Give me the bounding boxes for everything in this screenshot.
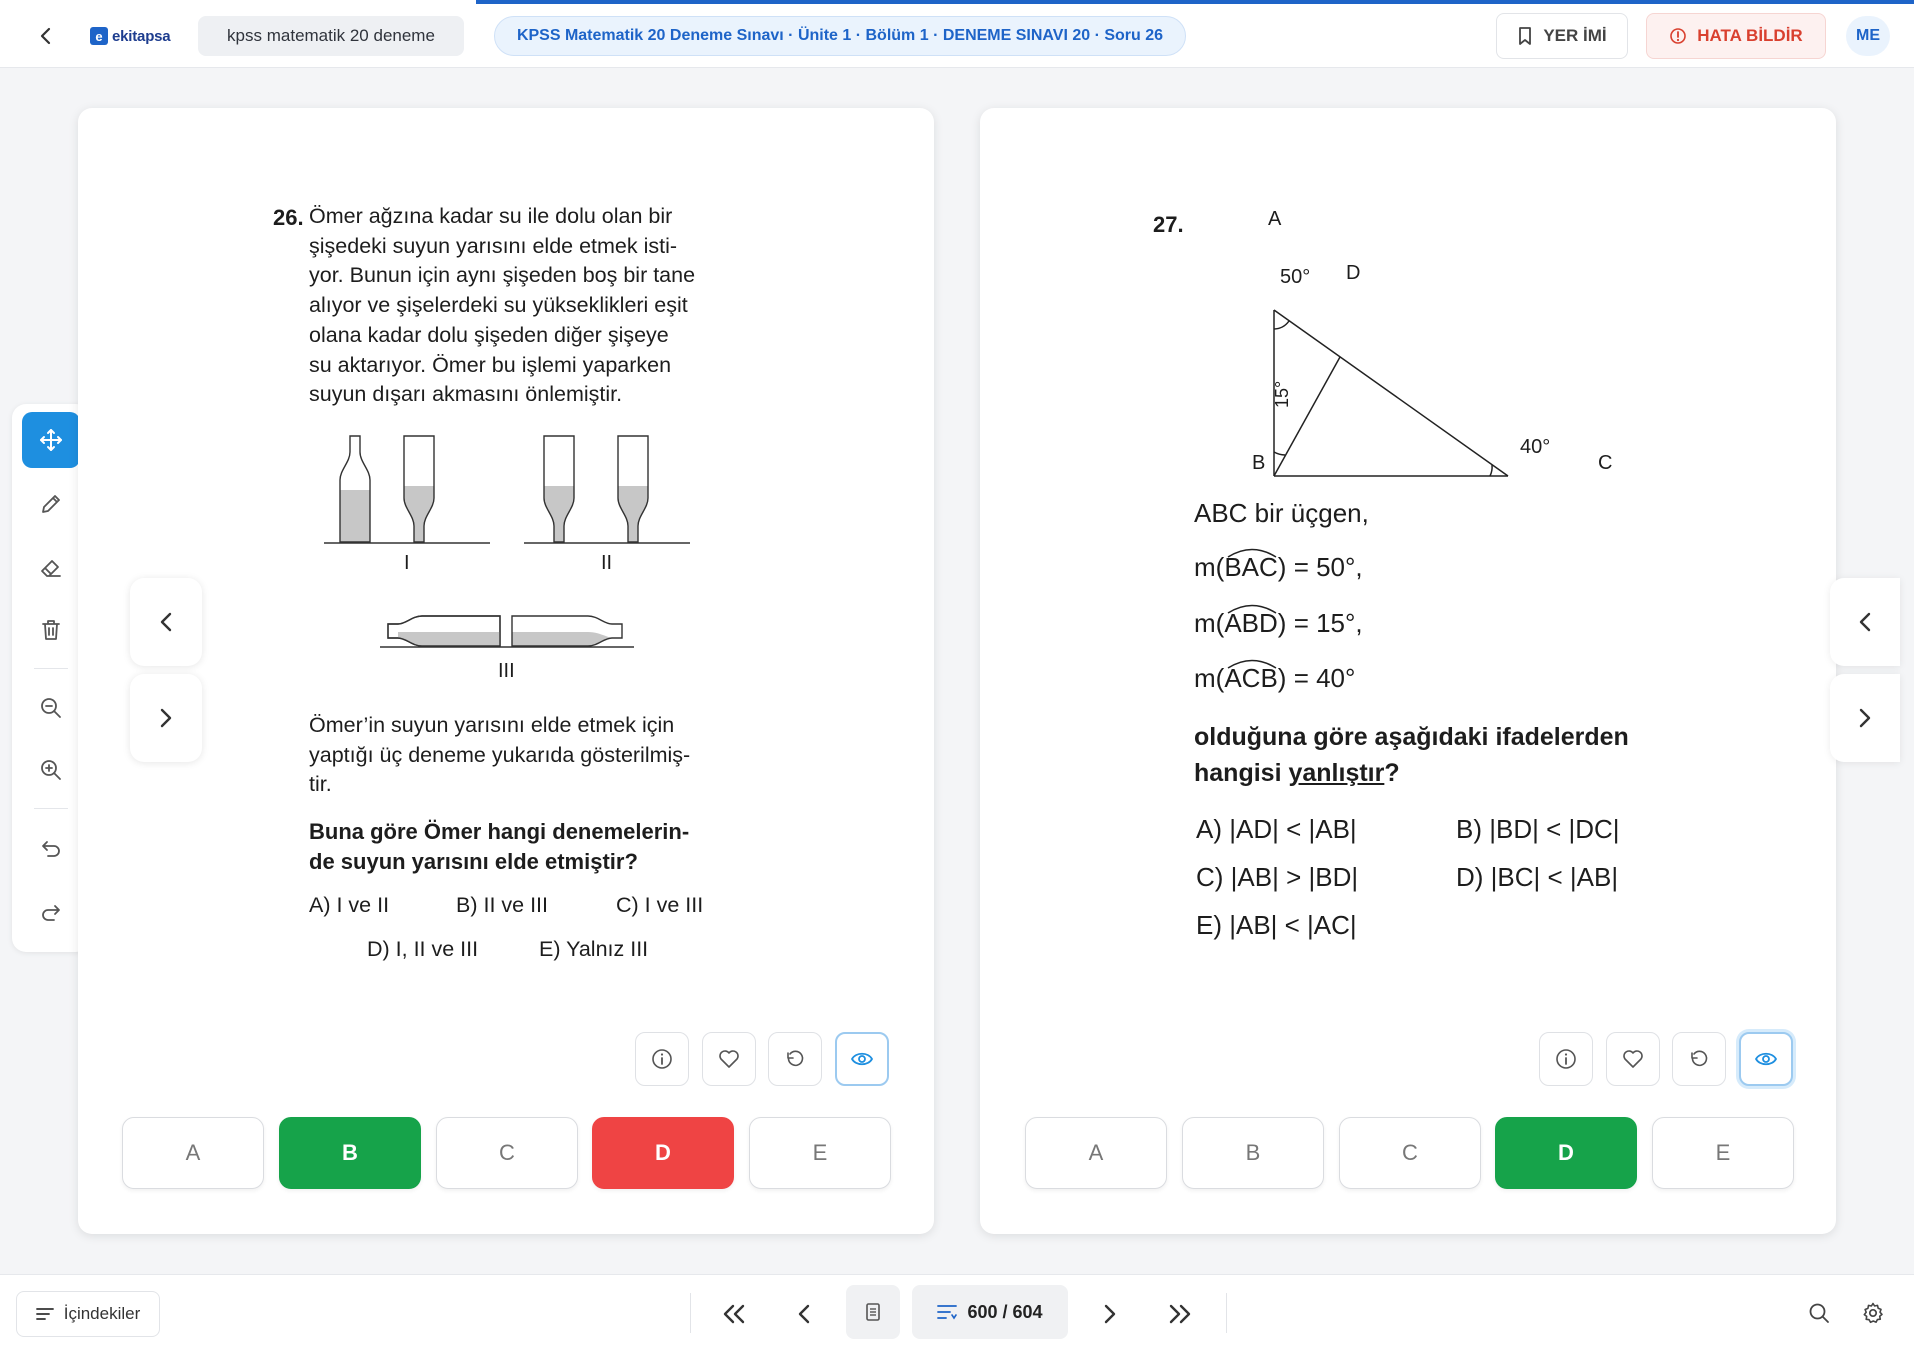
answer-e-button[interactable]: E: [1652, 1117, 1794, 1189]
chevrons-right-icon: [1166, 1303, 1194, 1325]
option-d: D) |BC| < |AB|: [1456, 862, 1619, 892]
zoom-in-icon: [39, 758, 63, 782]
figure-label-iii: III: [498, 660, 515, 682]
next-question-button[interactable]: [130, 674, 202, 762]
bottle-set-i: [322, 436, 490, 550]
gear-icon: [1861, 1301, 1885, 1325]
edge-prev-button[interactable]: [1830, 578, 1900, 666]
info-button[interactable]: [1539, 1032, 1593, 1086]
divider: [1226, 1293, 1227, 1333]
m-suffix: ): [1277, 663, 1294, 693]
alert-circle-icon: [1669, 27, 1687, 45]
angle-value: = 50°,: [1293, 552, 1363, 582]
eraser-tool-button[interactable]: [22, 540, 80, 596]
bottle-figure: [322, 434, 694, 684]
toc-button[interactable]: [16, 1291, 160, 1337]
favorite-button[interactable]: [702, 1032, 756, 1086]
segment-bd: [1274, 357, 1340, 476]
option-e: E) Yalnız III: [539, 937, 649, 961]
breadcrumb[interactable]: KPSS Matematik 20 Deneme Sınavı · Ünite 1 · Bölüm 1 · DENEME SINAVI 20 · Soru 26: [494, 16, 1186, 56]
option-e: E) |AB| < |AC|: [1196, 910, 1357, 940]
avatar[interactable]: ME: [1846, 16, 1890, 56]
zoom-out-icon: [39, 696, 63, 720]
first-page-button[interactable]: [708, 1289, 760, 1339]
last-page-button[interactable]: [1154, 1289, 1206, 1339]
redo-button[interactable]: [22, 884, 80, 940]
eraser-icon: [39, 556, 63, 580]
bookmark-button[interactable]: [1496, 13, 1628, 59]
prompt-text: ?: [1384, 759, 1400, 787]
given-angle-bac: [1194, 552, 1363, 583]
question-number: 26.: [273, 205, 304, 230]
answer-a-button[interactable]: A: [122, 1117, 264, 1189]
report-error-label: HATA BİLDİR: [1697, 26, 1803, 45]
angle-name: ABD: [1224, 608, 1278, 638]
m-prefix: m(: [1194, 663, 1225, 693]
angle-notation: [1224, 608, 1277, 639]
logo[interactable]: [90, 25, 170, 47]
option-a: A) |AD| < |AB|: [1196, 814, 1357, 844]
question-prompt: [309, 817, 749, 877]
logo-text: ekitapsa: [112, 27, 171, 45]
chevron-right-icon: [1102, 1303, 1118, 1325]
chevron-right-icon: [159, 707, 173, 729]
search-icon: [1808, 1302, 1830, 1324]
divider: [690, 1293, 691, 1333]
bottle-set-iii: [380, 616, 634, 647]
logo-mark-icon: e: [90, 27, 108, 45]
option-d: D) I, II ve III: [367, 937, 479, 961]
next-page-button[interactable]: [1084, 1289, 1136, 1339]
bookmark-icon: [1517, 26, 1533, 46]
arc-b: [1274, 452, 1285, 455]
eye-icon: [850, 1050, 874, 1068]
vertex-c-label: C: [1598, 452, 1613, 474]
text-line: yor. Bunun için aynı şişeden boş bir tane: [309, 263, 696, 288]
prompt-line: olduğuna göre aşağıdaki ifadelerden: [1194, 723, 1629, 751]
angle-a-label: 50°: [1280, 266, 1311, 288]
delete-tool-button[interactable]: [22, 602, 80, 658]
text-line: Ömer ağzına kadar su ile dolu olan bir: [309, 204, 673, 228]
answer-d-button[interactable]: D: [1495, 1117, 1637, 1189]
bottom-bar: [0, 1274, 1914, 1347]
back-button[interactable]: [30, 20, 62, 52]
page-counter[interactable]: [912, 1285, 1068, 1339]
zoom-out-button[interactable]: [22, 680, 80, 736]
reset-button[interactable]: [1672, 1032, 1726, 1086]
prev-question-button[interactable]: [130, 578, 202, 666]
show-answer-button[interactable]: [1739, 1032, 1793, 1086]
angle-name: BAC: [1224, 552, 1278, 582]
chevron-left-icon: [796, 1303, 812, 1325]
option-a: A) I ve II: [309, 893, 390, 917]
answer-c-button[interactable]: C: [1339, 1117, 1481, 1189]
text-line: şişedeki suyun yarısını elde etmek isti-: [309, 233, 678, 258]
question-prompt: [1194, 719, 1629, 791]
question-text: [309, 202, 747, 410]
text-line: yaptığı üç deneme yukarıda gösterilmiş-: [309, 742, 691, 767]
reset-button[interactable]: [768, 1032, 822, 1086]
chevron-left-icon: [1858, 611, 1872, 633]
angle-name: ACB: [1224, 663, 1278, 693]
favorite-button[interactable]: [1606, 1032, 1660, 1086]
answer-e-button[interactable]: E: [749, 1117, 891, 1189]
heart-icon: [718, 1049, 740, 1069]
heart-icon: [1622, 1049, 1644, 1069]
text-line: su aktarıyor. Ömer bu işlemi yaparken: [309, 352, 672, 377]
prompt-text: hangisi: [1194, 759, 1289, 787]
chevron-left-icon: [159, 611, 173, 633]
prev-page-button[interactable]: [778, 1289, 830, 1339]
m-suffix: ): [1277, 552, 1294, 582]
prompt-line: [1194, 755, 1629, 791]
prompt-underlined: yanlıştır: [1288, 759, 1385, 787]
given-title: ABC bir üçgen,: [1194, 498, 1369, 528]
info-button[interactable]: [635, 1032, 689, 1086]
angle-value: = 40°: [1293, 663, 1356, 693]
text-line: tir.: [309, 772, 332, 797]
page-right: [980, 108, 1836, 1234]
vertex-b-label: B: [1252, 452, 1266, 474]
figure-label-i: I: [404, 552, 410, 574]
chevron-right-icon: [1858, 707, 1872, 729]
angle-c-label: 40°: [1520, 436, 1551, 458]
text-line: olana kadar dolu şişeden diğer şişeye: [309, 322, 669, 347]
book-title[interactable]: kpss matematik 20 deneme: [198, 16, 464, 56]
settings-button[interactable]: [1853, 1293, 1893, 1333]
list-icon: [36, 1307, 54, 1321]
option-b: B) II ve III: [456, 893, 548, 917]
page-view-button[interactable]: [846, 1285, 900, 1339]
arc-c: [1490, 465, 1492, 476]
bottle-set-ii: [514, 436, 690, 546]
chevrons-left-icon: [720, 1303, 748, 1325]
text-line: suyun dışarı akmasını önlemiştir.: [309, 382, 623, 407]
m-prefix: m(: [1194, 552, 1225, 582]
m-prefix: m(: [1194, 608, 1225, 638]
angle-value: = 15°,: [1293, 608, 1363, 638]
move-icon: [38, 427, 64, 453]
figure-label-ii: II: [601, 552, 613, 574]
vertex-a-label: A: [1268, 208, 1282, 230]
answer-d-button[interactable]: D: [592, 1117, 734, 1189]
given-angle-acb: [1194, 663, 1355, 694]
redo-icon: [39, 900, 63, 924]
toolbar-divider: [34, 808, 68, 809]
question-text-2: [309, 711, 747, 800]
undo-button[interactable]: [22, 820, 80, 876]
pencil-icon: [39, 492, 63, 516]
page-left: [78, 108, 934, 1234]
prompt-line: Buna göre Ömer hangi denemelerin-: [309, 819, 690, 844]
move-tool-button[interactable]: [22, 412, 80, 468]
pencil-tool-button[interactable]: [22, 476, 80, 532]
info-icon: [1555, 1048, 1577, 1070]
chevron-left-icon: [39, 26, 53, 46]
report-error-button[interactable]: [1646, 13, 1826, 59]
rotate-ccw-icon: [784, 1048, 806, 1070]
option-c: C) I ve III: [616, 893, 704, 917]
bookmark-label: YER İMİ: [1543, 26, 1607, 45]
top-bar: [0, 0, 1914, 68]
answer-c-button[interactable]: C: [436, 1117, 578, 1189]
toc-label: İçindekiler: [63, 1304, 141, 1323]
page-count-label: 600 / 604: [967, 1301, 1043, 1322]
question-number: 27.: [1153, 212, 1184, 237]
given-angle-abd: [1194, 608, 1363, 639]
undo-icon: [39, 836, 63, 860]
side-ac: [1274, 310, 1508, 476]
edge-next-button[interactable]: [1830, 674, 1900, 762]
search-button[interactable]: [1799, 1293, 1839, 1333]
info-icon: [651, 1048, 673, 1070]
angle-notation: [1224, 663, 1277, 694]
answer-b-button[interactable]: B: [279, 1117, 421, 1189]
text-line: Ömer’in suyun yarısını elde etmek için: [309, 713, 675, 737]
vertex-d-label: D: [1346, 262, 1361, 284]
progress-accent: [476, 0, 1914, 4]
show-answer-button[interactable]: [835, 1032, 889, 1086]
option-b: B) |BD| < |DC|: [1456, 814, 1620, 844]
toolbar-divider: [34, 668, 68, 669]
text-line: alıyor ve şişelerdeki su yükseklikleri eşit: [309, 293, 688, 318]
answer-b-button[interactable]: B: [1182, 1117, 1324, 1189]
arc-a: [1274, 321, 1289, 329]
m-suffix: ): [1277, 608, 1294, 638]
answer-a-button[interactable]: A: [1025, 1117, 1167, 1189]
angle-notation: [1224, 552, 1277, 583]
document-icon: [865, 1302, 881, 1322]
zoom-in-button[interactable]: [22, 742, 80, 798]
angle-b-label: 15°: [1272, 380, 1292, 408]
prompt-line: de suyun yarısını elde etmiştir?: [309, 849, 638, 874]
rotate-ccw-icon: [1688, 1048, 1710, 1070]
option-c: C) |AB| > |BD|: [1196, 862, 1359, 892]
trash-icon: [40, 618, 62, 642]
list-ordered-icon: [937, 1304, 957, 1320]
eye-icon: [1754, 1050, 1778, 1068]
